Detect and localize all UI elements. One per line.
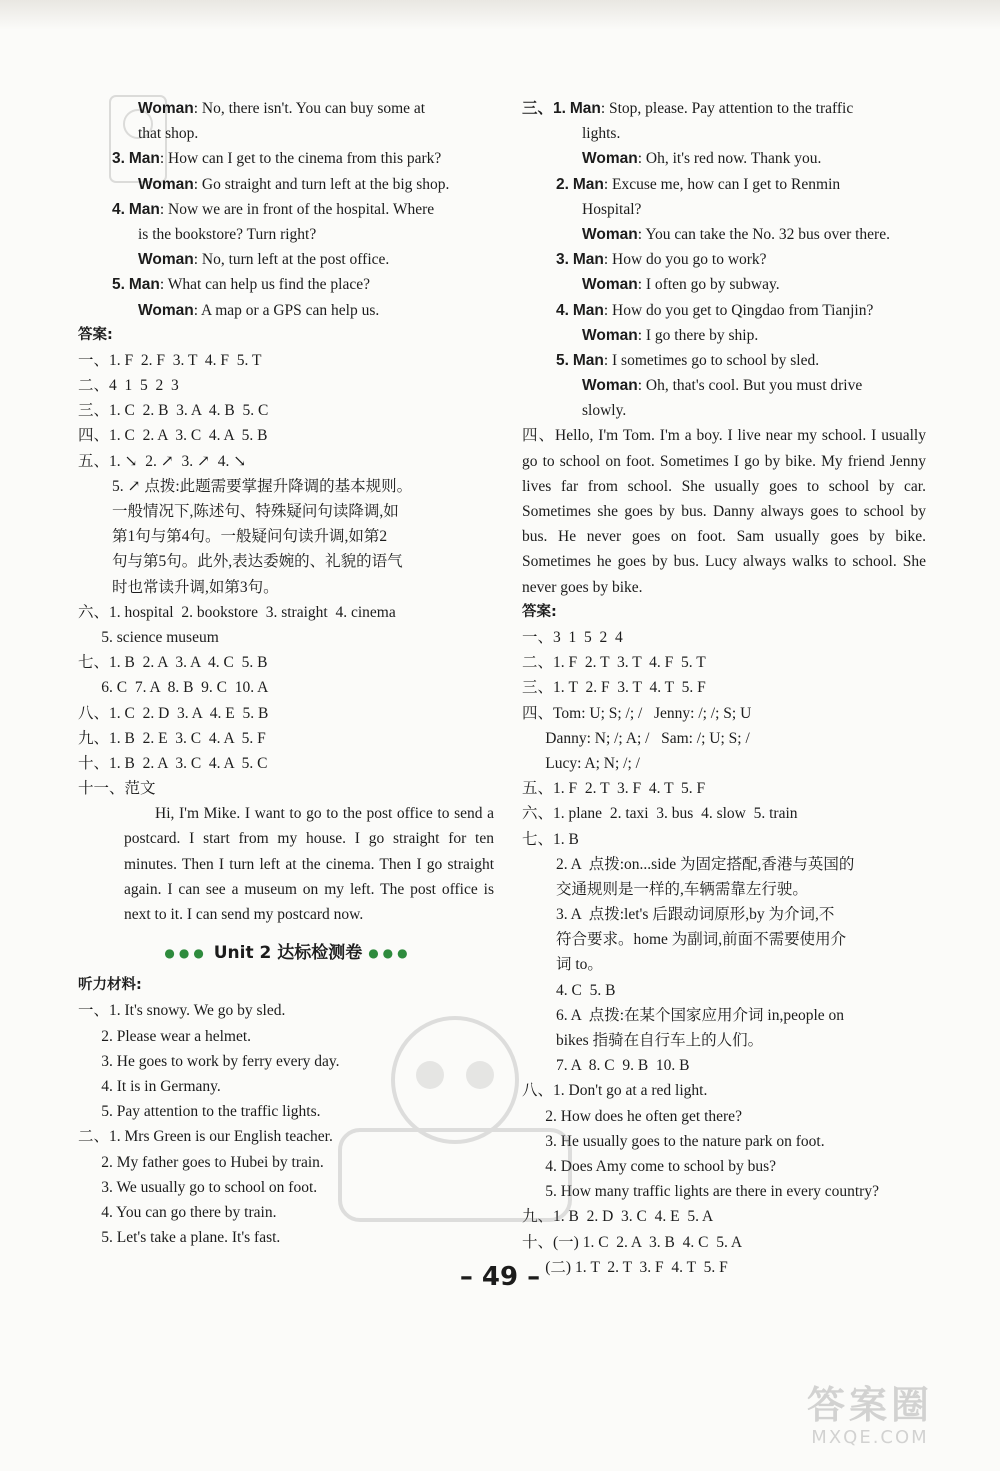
answer-line: Danny: N; /; A; / Sam: /; U; S; / xyxy=(522,729,750,747)
listening-line: 3. He goes to work by ferry every day. xyxy=(78,1052,340,1070)
answer-line: 七、1. B 2. A 3. A 4. C 5. B xyxy=(78,654,268,672)
speaker: Woman xyxy=(582,276,638,294)
listening-line: 5. Pay attention to the traffic lights. xyxy=(78,1103,321,1121)
tip-text-line: 交通规则是一样的,车辆需靠左行驶。 xyxy=(556,880,808,898)
speaker: Woman xyxy=(582,377,638,395)
line-text: A map or a GPS can help us. xyxy=(201,301,380,319)
answer-line: 六、1. plane 2. taxi 3. bus 4. slow 5. train xyxy=(522,805,798,823)
listening-line: 一、1. It's snowy. We go by sled. xyxy=(78,1002,286,1020)
speaker: Woman xyxy=(582,326,638,344)
answer-line: 三、1. C 2. B 3. A 4. B 5. C xyxy=(78,402,269,420)
item-number: 5. xyxy=(112,276,125,294)
dialogue-line xyxy=(522,197,926,222)
speaker: Woman xyxy=(138,301,194,319)
line-text: slowly. xyxy=(582,402,627,420)
line-text: Go straight and turn left at the big shop. xyxy=(201,175,450,193)
line-text: Now we are in front of the hospital. Where xyxy=(168,200,435,218)
dialogue-line xyxy=(522,121,926,146)
tip-text-line: 一般情况下,陈述句、特殊疑问句读降调,如 xyxy=(112,503,399,520)
dialogue-line xyxy=(78,121,498,146)
tip-text-line: 时也常读升调,如第3句。 xyxy=(112,578,279,596)
mascot-watermark-icon xyxy=(330,1000,580,1230)
dialogue-line: 2. Man: Excuse me, how can I get to Renmin xyxy=(556,175,841,193)
speaker: Woman xyxy=(582,150,638,168)
speaker: Woman xyxy=(582,225,638,243)
answer-line: 二、4 1 5 2 3 xyxy=(78,377,179,395)
answer-line: 4. Does Amy come to school by bus? xyxy=(522,1157,777,1175)
dialogue-line: 4. Man: Now we are in front of the hospital. Where xyxy=(112,200,435,218)
left-dialogue xyxy=(78,96,498,323)
model-essay: Hi, I'm Mike. I want to go to the post office to send a postcard. I start from my house. I go straight for ten minutes. Then I turn left at the cinema. Then I go straight again. I can see a museum on my left. The post office is next to it. I can send my postcard now. xyxy=(124,805,494,924)
answer-line: 九、1. B 2. D 3. C 4. E 5. A xyxy=(522,1208,714,1226)
dialogue-line: Woman: Oh, that's cool. But you must drive xyxy=(582,377,863,395)
answer-line: 二、1. F 2. T 3. T 4. F 5. T xyxy=(522,654,706,672)
speaker: Man xyxy=(569,100,601,117)
tip-text-line: 4. C 5. B xyxy=(556,981,616,999)
line-text: What can help us find the place? xyxy=(167,276,370,294)
dialogue-line: Woman: You can take the No. 32 bus over there. xyxy=(582,225,890,243)
dialogue-line: 3. Man: How do you go to work? xyxy=(556,251,767,269)
dialogue-line: 三、1. Man: Stop, please. Pay attention to the traffic xyxy=(522,100,854,117)
item-number: 4. xyxy=(556,301,569,319)
right-answers xyxy=(522,625,926,852)
speaker: Man xyxy=(128,150,160,168)
dialogue-line: Woman: Oh, it's red now. Thank you. xyxy=(582,150,822,168)
speaker: Man xyxy=(128,200,160,218)
answer-line: (二) 1. T 2. T 3. F 4. T 5. F xyxy=(522,1258,728,1276)
tip-text-line: 符合要求。home 为副词,前面不需要使用介 xyxy=(556,931,847,949)
answer-line: 5. How many traffic lights are there in every country? xyxy=(522,1183,879,1201)
answer-line: 3. He usually goes to the nature park on foot. xyxy=(522,1132,825,1150)
tip-text-line: 3. A 点拨:let's 后跟动词原形,by 为介词,不 xyxy=(556,906,835,924)
right-dialogue xyxy=(522,96,926,423)
answer-line: 十、(一) 1. C 2. A 3. B 4. C 5. A xyxy=(522,1233,743,1251)
passage xyxy=(522,423,926,599)
item-number: 4. xyxy=(112,200,125,218)
answers-label-right: 答案: xyxy=(522,603,557,620)
answer-line: 一、3 1 5 2 4 xyxy=(522,629,623,647)
line-text: I sometimes go to school by sled. xyxy=(612,351,820,369)
listening-line: 4. You can go there by train. xyxy=(78,1203,277,1221)
left-answers xyxy=(78,348,498,474)
line-text: You can take the No. 32 bus over there. xyxy=(645,225,890,243)
item-number: 3. xyxy=(112,150,125,168)
left-tip-lines xyxy=(78,499,498,600)
answer-line: 四、1. C 2. A 3. C 4. A 5. B xyxy=(78,427,268,445)
line-text: How can I get to the cinema from this park? xyxy=(168,150,442,168)
right-column xyxy=(522,96,926,1280)
listening-line: 4. It is in Germany. xyxy=(78,1078,221,1096)
right-answers-2 xyxy=(522,1078,926,1280)
tip-text-line: bikes 指骑在自行车上的人们。 xyxy=(556,1032,764,1050)
answer-line: 四、Tom: U; S; /; / Jenny: /; /; S; U xyxy=(522,704,752,722)
dialogue-line: Woman: Go straight and turn left at the big shop. xyxy=(138,175,450,193)
answer-line: 五、1. F 2. T 3. F 4. T 5. F xyxy=(522,780,706,798)
page-top-edge xyxy=(0,0,1000,30)
line-text: Excuse me, how can I get to Renmin xyxy=(612,175,841,193)
line-text: How do you get to Qingdao from Tianjin? xyxy=(612,301,874,319)
speaker: Man xyxy=(128,276,160,294)
listening-label: 听力材料: xyxy=(78,977,142,994)
line-text: is the bookstore? Turn right? xyxy=(138,225,317,243)
passage-text: Hello, I'm Tom. I'm a boy. I live near my school. I usually go to school on foot. Sometimes I go by bike. My friend Jenny lives far from school. She usually goes to school by car. Sometimes she goes by bus. Danny always goes to school by bus. He never goes on foot. Sam usually goes by bike. Sometimes he goes by bus. Lucy always walks to school. She never goes by bike. xyxy=(522,427,926,596)
tip-line: 5. ↗ 点拨:此题需要掌握升降调的基本规则。 xyxy=(112,477,413,495)
line-text: No, there isn't. You can buy some at xyxy=(201,100,426,117)
listening-line: 2. Please wear a helmet. xyxy=(78,1027,252,1045)
answer-line: 五、1. ↘ 2. ↗ 3. ↗ 4. ↘ xyxy=(78,452,247,470)
line-text: Oh, it's red now. Thank you. xyxy=(645,150,822,168)
answer-line: 十一、范文 xyxy=(78,780,156,798)
answer-line: 2. How does he often get there? xyxy=(522,1107,742,1125)
tip-text-line: 2. A 点拨:on...side 为固定搭配,香港与英国的 xyxy=(556,855,855,873)
tip-text-line: 词 to。 xyxy=(556,956,603,974)
dialogue-line xyxy=(522,398,926,423)
speaker: Man xyxy=(572,301,604,319)
dialogue-line: Woman: I go there by ship. xyxy=(582,326,759,344)
dialogue-line: 3. Man: How can I get to the cinema from this park? xyxy=(112,150,442,168)
answer-line: 6. C 7. A 8. B 9. C 10. A xyxy=(78,679,269,697)
right-tips xyxy=(522,852,926,1079)
listening-line: 5. Let's take a plane. It's fast. xyxy=(78,1229,281,1247)
unit-title-text: Unit 2 达标检测卷 xyxy=(213,943,363,964)
item-number: 2. xyxy=(556,175,569,193)
answer-line: 十、1. B 2. A 3. C 4. A 5. C xyxy=(78,754,268,772)
item-prefix: 三、1. xyxy=(522,100,566,117)
line-text: No, turn left at the post office. xyxy=(201,251,390,269)
left-answers-2 xyxy=(78,600,498,802)
answer-line: 九、1. B 2. E 3. C 4. A 5. F xyxy=(78,729,266,747)
line-text: I go there by ship. xyxy=(645,326,759,344)
site-watermark xyxy=(760,1383,980,1453)
page-number: – 49 – xyxy=(459,1262,541,1292)
dialogue-line: Woman: No, there isn't. You can buy some at xyxy=(138,100,426,117)
dots-icon: ●●● xyxy=(368,946,412,961)
tip-text-line: 第1句与第4句。一般疑问句读升调,如第2 xyxy=(112,528,388,546)
dots-icon: ●●● xyxy=(164,946,208,961)
item-number: 5. xyxy=(556,351,569,369)
speaker: Man xyxy=(572,351,604,369)
tip-text-line: 句与第5句。此外,表达委婉的、礼貌的语气 xyxy=(112,553,403,571)
tip-text-line: 6. A 点拨:在某个国家应用介词 in,people on xyxy=(556,1006,845,1024)
speaker: Woman xyxy=(138,100,194,117)
passage-label: 四、 xyxy=(522,427,556,445)
speaker: Man xyxy=(572,175,604,193)
item-number: 3. xyxy=(556,251,569,269)
watermark-title: 答案圈 xyxy=(806,1383,933,1427)
watermark-url: MXQE.COM xyxy=(811,1427,929,1448)
listening-line: 3. We usually go to school on foot. xyxy=(78,1178,318,1196)
line-text: I often go by subway. xyxy=(645,276,780,294)
line-text: Stop, please. Pay attention to the traffic xyxy=(609,100,854,117)
listening-line: 二、1. Mrs Green is our English teacher. xyxy=(78,1128,333,1146)
answer-line: Lucy: A; N; /; / xyxy=(522,754,640,772)
dialogue-line: 5. Man: I sometimes go to school by sled. xyxy=(556,351,820,369)
line-text: that shop. xyxy=(138,125,199,143)
dialogue-line: Woman: I often go by subway. xyxy=(582,276,780,294)
answers-label-left: 答案: xyxy=(78,326,113,343)
speaker: Woman xyxy=(138,175,194,193)
dialogue-line: Woman: No, turn left at the post office. xyxy=(138,251,390,269)
dialogue-line: 4. Man: How do you get to Qingdao from Tianjin? xyxy=(556,301,874,319)
listening-line: 2. My father goes to Hubei by train. xyxy=(78,1153,324,1171)
unit-title xyxy=(78,933,498,973)
speaker: Woman xyxy=(138,251,194,269)
answer-line: 三、1. T 2. F 3. T 4. T 5. F xyxy=(522,679,706,697)
dialogue-line xyxy=(78,222,498,247)
answer-line: 5. science museum xyxy=(78,628,219,646)
line-text: How do you go to work? xyxy=(612,251,767,269)
answer-line: 一、1. F 2. F 3. T 4. F 5. T xyxy=(78,351,262,369)
answer-line: 六、1. hospital 2. bookstore 3. straight 4. cinema xyxy=(78,603,396,621)
tip-text-line: 7. A 8. C 9. B 10. B xyxy=(556,1057,690,1075)
answer-line: 八、1. C 2. D 3. A 4. E 5. B xyxy=(78,704,269,722)
dialogue-line: Woman: A map or a GPS can help us. xyxy=(138,301,380,319)
answer-line: 七、1. B xyxy=(522,830,579,848)
line-text: lights. xyxy=(582,125,621,143)
line-text: Oh, that's cool. But you must drive xyxy=(645,377,863,395)
dialogue-line: 5. Man: What can help us find the place? xyxy=(112,276,370,294)
speaker: Man xyxy=(572,251,604,269)
line-text: Hospital? xyxy=(582,200,642,218)
answer-line: 八、1. Don't go at a red light. xyxy=(522,1082,708,1100)
